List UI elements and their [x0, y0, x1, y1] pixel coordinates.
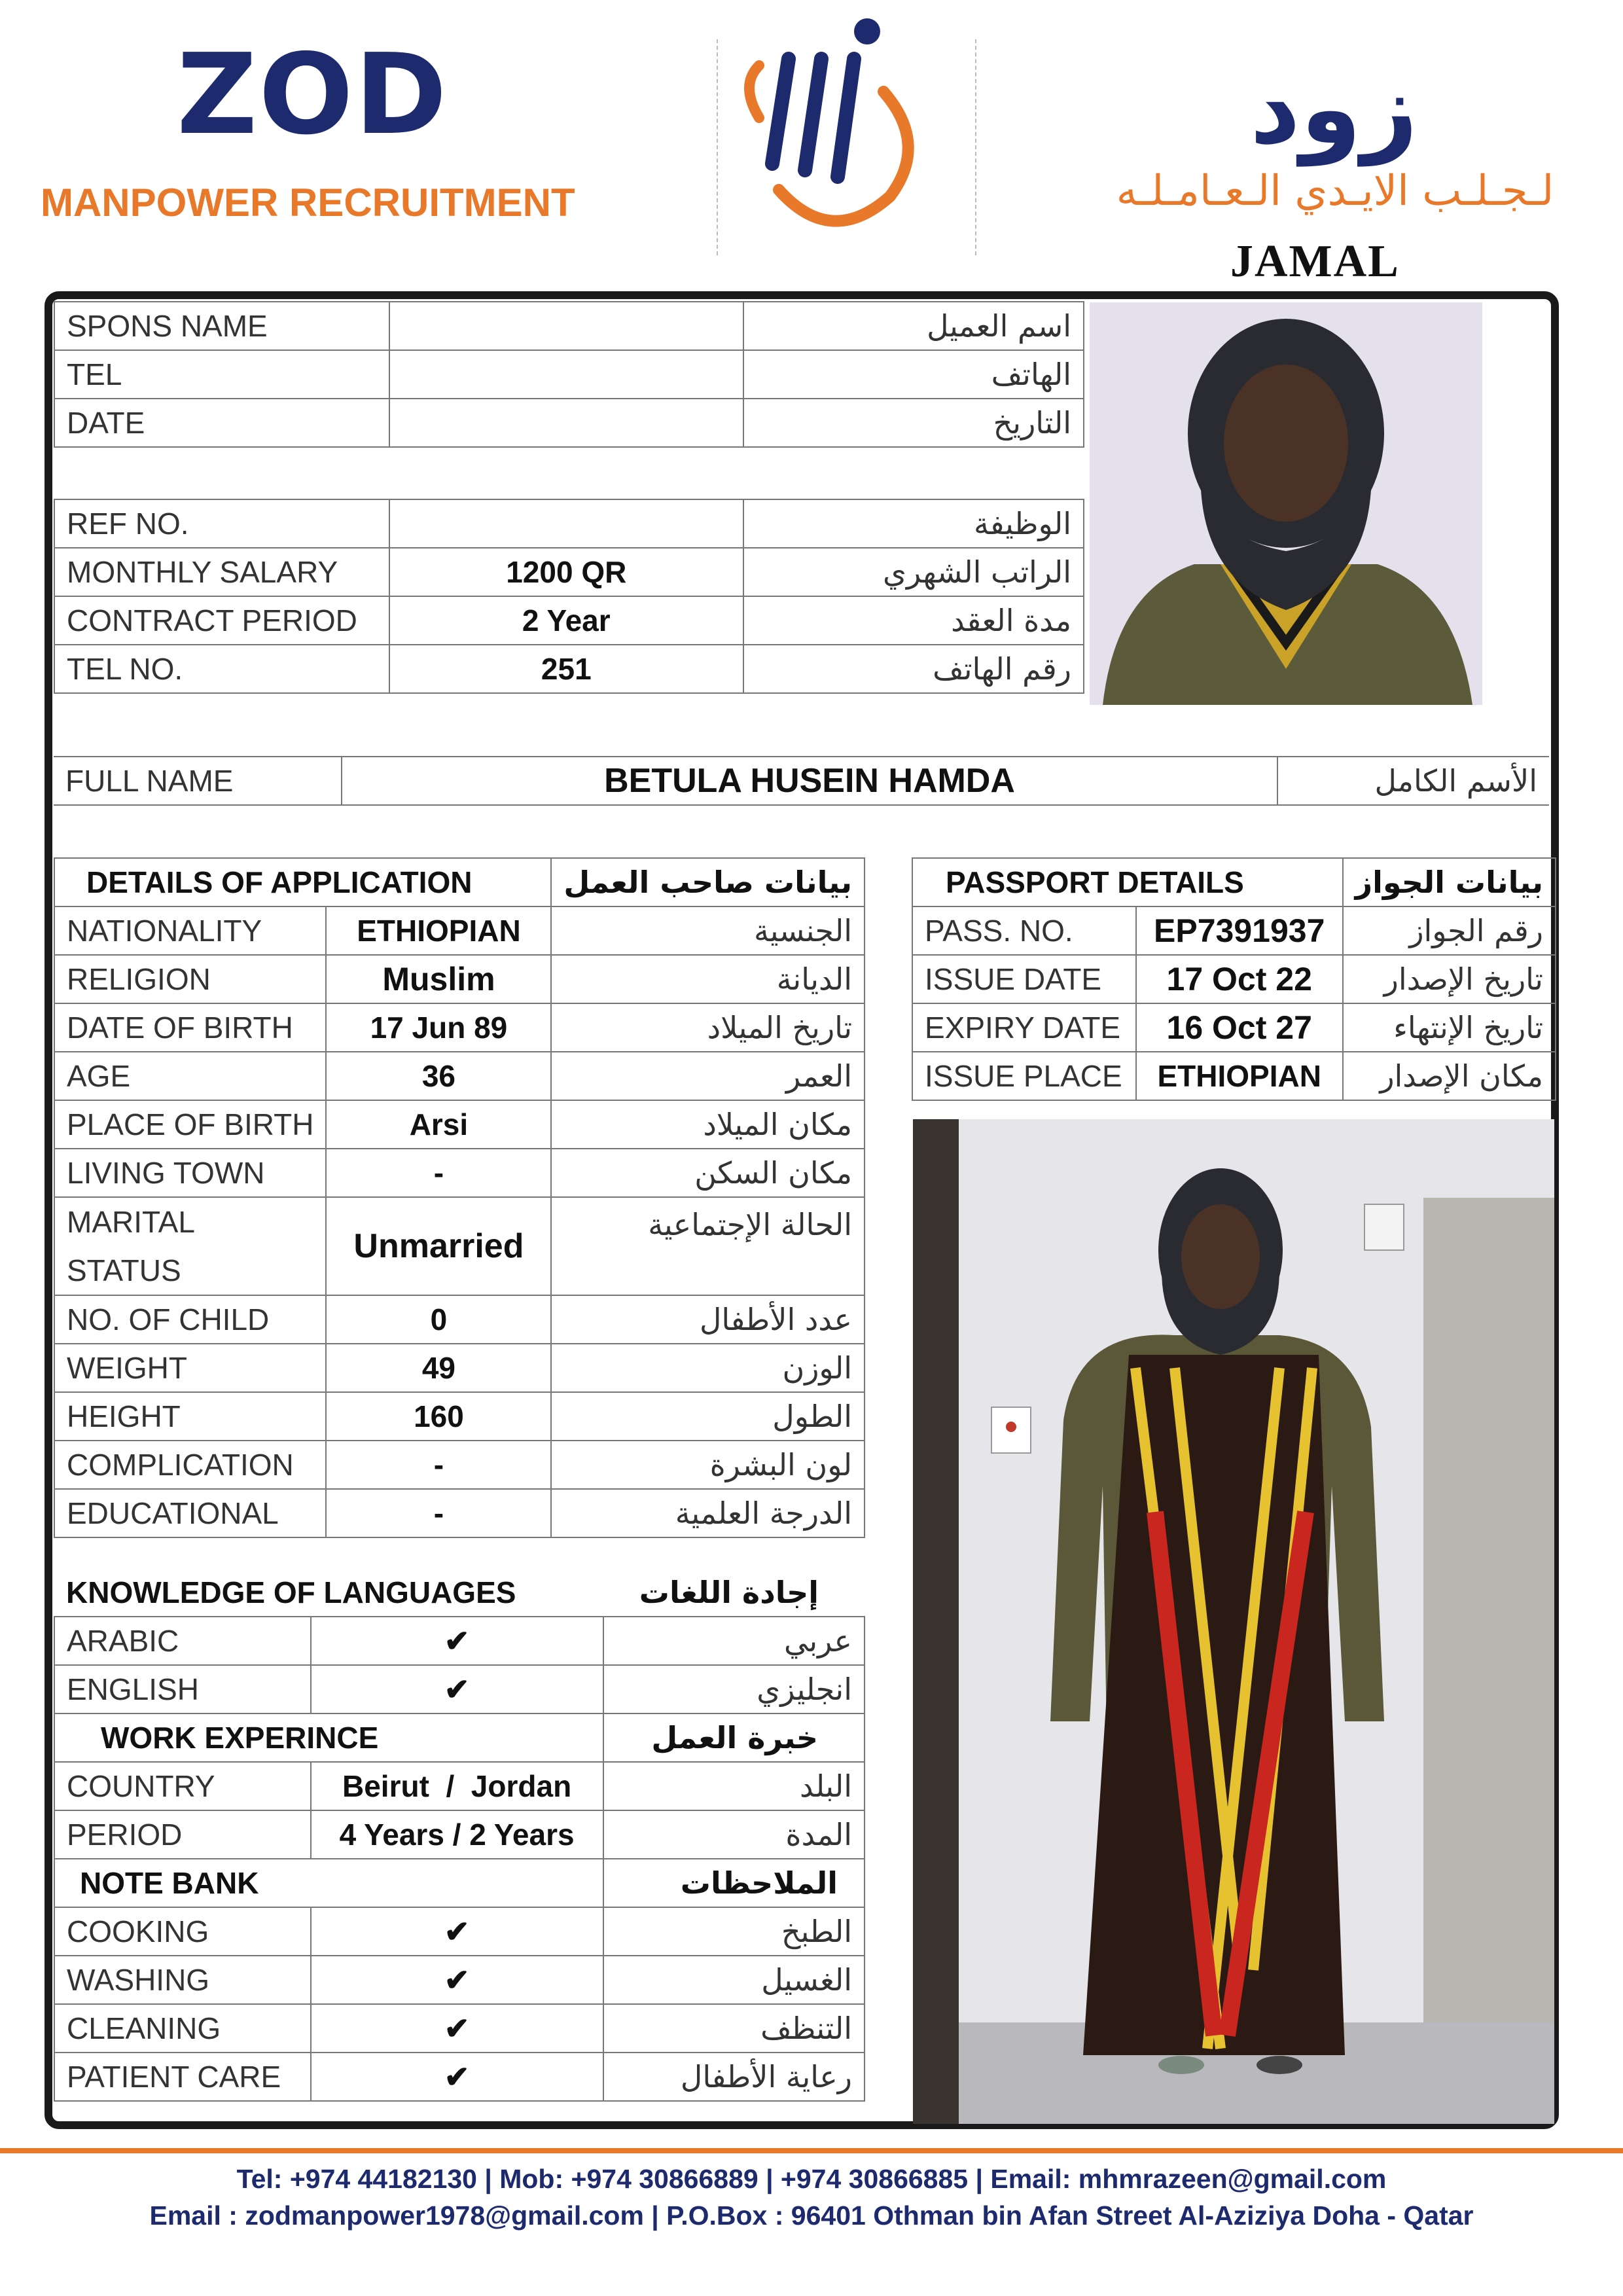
- passport-title: PASSPORT DETAILS: [912, 858, 1343, 906]
- english-label: ENGLISH: [54, 1665, 311, 1713]
- marital-value: Unmarried: [326, 1197, 551, 1295]
- salary-value: 1200 QR: [389, 548, 743, 596]
- washing-check-icon: ✔: [311, 1956, 603, 2004]
- table-row: [54, 1100, 865, 1149]
- table-row: [54, 596, 1084, 645]
- table-row: [54, 1295, 865, 1344]
- table-row: [54, 1149, 865, 1197]
- dob-value: 17 Jun 89: [326, 1003, 551, 1052]
- ref-no-label-ar: الوظيفة: [743, 499, 1084, 548]
- table-row: [54, 1052, 865, 1100]
- languages-title: KNOWLEDGE OF LANGUAGES: [66, 1575, 516, 1609]
- brand-name: ZOD: [177, 30, 448, 160]
- passport-table: [912, 857, 1556, 1101]
- languages-title-ar: إجادة اللغات: [639, 1574, 819, 1610]
- skills-title-ar: الملاحظات: [603, 1859, 865, 1907]
- complication-label: COMPLICATION: [54, 1441, 326, 1489]
- tel-no-value: 251: [389, 645, 743, 693]
- country-value: Beirut / Jordan: [311, 1762, 603, 1810]
- table-row: [54, 1197, 865, 1295]
- section-header: [54, 1859, 865, 1907]
- height-label-ar: الطول: [551, 1392, 865, 1441]
- application-table: [54, 857, 865, 1538]
- table-row: [54, 1665, 865, 1713]
- header-divider: [975, 39, 976, 255]
- place-of-birth-label: PLACE OF BIRTH: [54, 1100, 326, 1149]
- living-town-label: LIVING TOWN: [54, 1149, 326, 1197]
- english-check-icon: ✔: [311, 1665, 603, 1713]
- country-label: COUNTRY: [54, 1762, 311, 1810]
- cooking-check-icon: ✔: [311, 1907, 603, 1956]
- tel-label: TEL: [54, 350, 389, 399]
- table-row: [54, 1441, 865, 1489]
- contract-value: 2 Year: [389, 596, 743, 645]
- educational-label-ar: الدرجة العلمية: [551, 1489, 865, 1537]
- table-row: [54, 1762, 865, 1810]
- table-row: [54, 1344, 865, 1392]
- table-row: [54, 1617, 865, 1665]
- period-label-ar: المدة: [603, 1810, 865, 1859]
- table-row: [54, 1956, 865, 2004]
- full-name-label-ar: الأسم الكامل: [1277, 757, 1549, 805]
- place-of-birth-value: Arsi: [326, 1100, 551, 1149]
- cleaning-label: CLEANING: [54, 2004, 311, 2053]
- age-label: AGE: [54, 1052, 326, 1100]
- application-title: DETAILS OF APPLICATION: [54, 858, 551, 906]
- living-town-label-ar: مكان السكن: [551, 1149, 865, 1197]
- children-label-ar: عدد الأطفال: [551, 1295, 865, 1344]
- nationality-label: NATIONALITY: [54, 906, 326, 955]
- complication-value: -: [326, 1441, 551, 1489]
- full-name-value: BETULA HUSEIN HAMDA: [342, 757, 1277, 805]
- section-header: [912, 858, 1556, 906]
- complication-label-ar: لون البشرة: [551, 1441, 865, 1489]
- pass-no-label: PASS. NO.: [912, 906, 1136, 955]
- brand-subtitle: MANPOWER RECRUITMENT: [41, 181, 575, 224]
- english-label-ar: انجليزي: [603, 1665, 865, 1713]
- date-label: DATE: [54, 399, 389, 447]
- religion-label-ar: الديانة: [551, 955, 865, 1003]
- table-row: [912, 1003, 1556, 1052]
- table-row: [54, 645, 1084, 693]
- weight-label: WEIGHT: [54, 1344, 326, 1392]
- tel-label-ar: الهاتف: [743, 350, 1084, 399]
- date-value: [389, 399, 743, 447]
- date-label-ar: التاريخ: [743, 399, 1084, 447]
- tel-value: [389, 350, 743, 399]
- religion-label: RELIGION: [54, 955, 326, 1003]
- washing-label-ar: الغسيل: [603, 1956, 865, 2004]
- table-row: [54, 2004, 865, 2053]
- table-row: [54, 350, 1084, 399]
- agent-name: JAMAL: [1230, 236, 1400, 287]
- expiry-date-label: EXPIRY DATE: [912, 1003, 1136, 1052]
- marital-label-ar: الحالة الإجتماعية: [551, 1197, 865, 1295]
- nationality-value: ETHIOPIAN: [326, 906, 551, 955]
- contract-label-ar: مدة العقد: [743, 596, 1084, 645]
- candidate-full-body-icon: [913, 1119, 1554, 2124]
- height-label: HEIGHT: [54, 1392, 326, 1441]
- spons-name-label: SPONS NAME: [54, 302, 389, 350]
- arabic-check-icon: ✔: [311, 1617, 603, 1665]
- company-logo-icon: [733, 13, 929, 249]
- age-label-ar: العمر: [551, 1052, 865, 1100]
- footer-contact-line: Tel: +974 44182130 | Mob: +974 30866889 | +974 30866885 | Email: mhmrazeen@gmail.com: [236, 2164, 1387, 2194]
- table-row: [54, 1810, 865, 1859]
- full-name-label: FULL NAME: [54, 757, 342, 805]
- table-row: [912, 1052, 1556, 1100]
- marital-label-line2: STATUS: [67, 1253, 181, 1287]
- application-title-ar: بيانات صاحب العمل: [551, 858, 865, 906]
- full-body-photo: [913, 1119, 1554, 2124]
- expiry-date-label-ar: تاريخ الإنتهاء: [1343, 1003, 1556, 1052]
- table-row: [54, 1392, 865, 1441]
- brand-name-arabic: زود: [1250, 52, 1418, 166]
- issue-date-label-ar: تاريخ الإصدار: [1343, 955, 1556, 1003]
- arabic-label: ARABIC: [54, 1617, 311, 1665]
- passport-title-ar: بيانات الجواز: [1343, 858, 1556, 906]
- dob-label-ar: تاريخ الميلاد: [551, 1003, 865, 1052]
- ref-no-label: REF NO.: [54, 499, 389, 548]
- children-value: 0: [326, 1295, 551, 1344]
- marital-label-line1: MARITAL: [67, 1205, 195, 1239]
- place-of-birth-label-ar: مكان الميلاد: [551, 1100, 865, 1149]
- age-value: 36: [326, 1052, 551, 1100]
- spons-name-label-ar: اسم العميل: [743, 302, 1084, 350]
- ref-no-value: [389, 499, 743, 548]
- table-row: [54, 499, 1084, 548]
- tel-no-label-ar: رقم الهاتف: [743, 645, 1084, 693]
- period-value: 4 Years / 2 Years: [311, 1810, 603, 1859]
- issue-date-value: 17 Oct 22: [1136, 955, 1343, 1003]
- educational-label: EDUCATIONAL: [54, 1489, 326, 1537]
- expiry-date-value: 16 Oct 27: [1136, 1003, 1343, 1052]
- arabic-label-ar: عربي: [603, 1617, 865, 1665]
- issue-date-label: ISSUE DATE: [912, 955, 1136, 1003]
- height-value: 160: [326, 1392, 551, 1441]
- section-header: [54, 858, 865, 906]
- living-town-value: -: [326, 1149, 551, 1197]
- issue-place-label: ISSUE PLACE: [912, 1052, 1136, 1100]
- table-row: [54, 2053, 865, 2101]
- lower-table: [54, 1568, 865, 2102]
- patient-care-check-icon: ✔: [311, 2053, 603, 2101]
- washing-label: WASHING: [54, 1956, 311, 2004]
- cooking-label: COOKING: [54, 1907, 311, 1956]
- cleaning-label-ar: التنظف: [603, 2004, 865, 2053]
- period-label: PERIOD: [54, 1810, 311, 1859]
- brand-subtitle-arabic: لـجـلـب الايـدي الـعـامـلـه: [1116, 167, 1554, 215]
- children-label: NO. OF CHILD: [54, 1295, 326, 1344]
- pass-no-value: EP7391937: [1136, 906, 1343, 955]
- experience-title-ar: خبرة العمل: [603, 1713, 865, 1762]
- headshot-photo: [1090, 302, 1482, 705]
- spons-name-value: [389, 302, 743, 350]
- spacer-row: [54, 447, 1084, 499]
- table-row: [54, 955, 865, 1003]
- section-header: [54, 1568, 865, 1617]
- patient-care-label: PATIENT CARE: [54, 2053, 311, 2101]
- experience-title: WORK EXPERINCE: [54, 1713, 603, 1762]
- salary-label-ar: الراتب الشهري: [743, 548, 1084, 596]
- issue-place-value: ETHIOPIAN: [1136, 1052, 1343, 1100]
- weight-value: 49: [326, 1344, 551, 1392]
- marital-label: [54, 1197, 326, 1295]
- header-divider: [717, 39, 718, 255]
- table-row: [54, 302, 1084, 350]
- dob-label: DATE OF BIRTH: [54, 1003, 326, 1052]
- section-header: [54, 1713, 865, 1762]
- table-row: [54, 399, 1084, 447]
- table-row: [54, 1489, 865, 1537]
- pass-no-label-ar: رقم الجواز: [1343, 906, 1556, 955]
- contract-label: CONTRACT PERIOD: [54, 596, 389, 645]
- cleaning-check-icon: ✔: [311, 2004, 603, 2053]
- cooking-label-ar: الطبخ: [603, 1907, 865, 1956]
- candidate-portrait-icon: [1090, 302, 1482, 705]
- religion-value: Muslim: [326, 955, 551, 1003]
- country-label-ar: البلد: [603, 1762, 865, 1810]
- table-row: [54, 906, 865, 955]
- issue-place-label-ar: مكان الإصدار: [1343, 1052, 1556, 1100]
- table-row: [54, 1907, 865, 1956]
- weight-label-ar: الوزن: [551, 1344, 865, 1392]
- table-row: [54, 1003, 865, 1052]
- table-row: [912, 906, 1556, 955]
- footer-divider: [0, 2148, 1623, 2153]
- educational-value: -: [326, 1489, 551, 1537]
- skills-title: NOTE BANK: [54, 1859, 603, 1907]
- table-row: [54, 757, 1549, 805]
- table-row: [54, 548, 1084, 596]
- salary-label: MONTHLY SALARY: [54, 548, 389, 596]
- table-row: [912, 955, 1556, 1003]
- footer-address-line: Email : zodmanpower1978@gmail.com | P.O.Box : 96401 Othman bin Afan Street Al-Aziziya Doha - Qatar: [149, 2200, 1474, 2231]
- sponsor-table: [54, 301, 1084, 694]
- full-name-table: [54, 756, 1549, 806]
- tel-no-label: TEL NO.: [54, 645, 389, 693]
- nationality-label-ar: الجنسية: [551, 906, 865, 955]
- patient-care-label-ar: رعاية الأطفال: [603, 2053, 865, 2101]
